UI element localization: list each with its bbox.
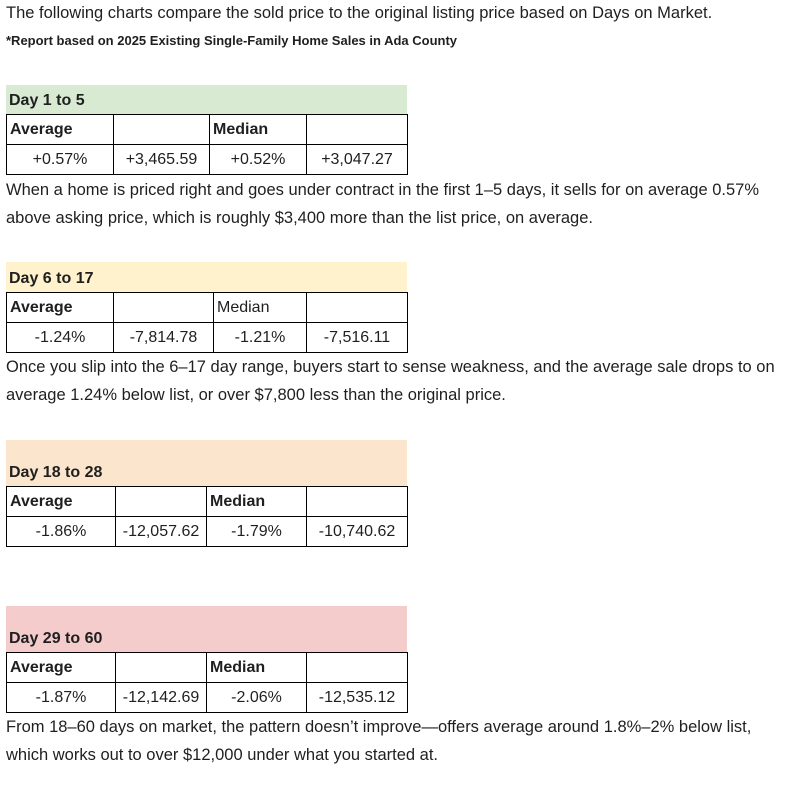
header-blank [307, 653, 408, 683]
average-percent: -1.87% [7, 683, 116, 713]
header-median: Median [214, 293, 307, 323]
header-blank [114, 115, 210, 145]
median-percent: -2.06% [207, 683, 307, 713]
average-percent: -1.86% [7, 517, 116, 547]
average-amount: -12,057.62 [116, 517, 207, 547]
median-amount: -10,740.62 [307, 517, 408, 547]
paragraph-day-6-17: Once you slip into the 6–17 day range, buyers start to sense weakness, and the average sale drops to on average 1.24% below list, or over $7,800 less than the original price. [6, 358, 775, 404]
median-amount: -12,535.12 [307, 683, 408, 713]
paragraph-day-1-5: When a home is priced right and goes under contract in the first 1–5 days, it sells for on average 0.57% above asking price, which is roughly $3,400 more than the list price, on average. [6, 181, 759, 227]
section-title-day-6-17: Day 6 to 17 [6, 262, 407, 292]
average-amount: -7,814.78 [114, 323, 214, 353]
median-percent: +0.52% [210, 145, 307, 175]
header-median: Median [210, 115, 307, 145]
section-title-day-1-5: Day 1 to 5 [6, 85, 407, 114]
header-blank [116, 653, 207, 683]
header-average: Average [7, 487, 116, 517]
header-average: Average [7, 293, 114, 323]
stats-table-day-29-60 [6, 652, 408, 713]
stats-table-day-18-28 [6, 486, 408, 547]
section-title-day-29-60: Day 29 to 60 [6, 606, 407, 652]
average-percent: -1.24% [7, 323, 114, 353]
paragraph-day-18-60: From 18–60 days on market, the pattern doesn’t improve—offers average around 1.8%–2% below list, which works out to over $12,000 under what you started at. [6, 718, 752, 764]
stats-table-day-6-17 [6, 292, 408, 353]
header-blank [307, 293, 408, 323]
median-amount: -7,516.11 [307, 323, 408, 353]
header-median: Median [207, 653, 307, 683]
header-blank [307, 115, 408, 145]
average-amount: +3,465.59 [114, 145, 210, 175]
header-average: Average [7, 653, 116, 683]
median-amount: +3,047.27 [307, 145, 408, 175]
report-note: *Report based on 2025 Existing Single-Family Home Sales in Ada County [6, 33, 458, 48]
median-percent: -1.79% [207, 517, 307, 547]
average-percent: +0.57% [7, 145, 114, 175]
stats-table-day-1-5 [6, 114, 408, 175]
header-median: Median [207, 487, 307, 517]
header-blank [114, 293, 214, 323]
header-blank [116, 487, 207, 517]
average-amount: -12,142.69 [116, 683, 207, 713]
section-title-day-18-28: Day 18 to 28 [6, 440, 407, 486]
header-average: Average [7, 115, 114, 145]
header-blank [307, 487, 408, 517]
intro-text: The following charts compare the sold price to the original listing price based on Days on Market. [6, 4, 713, 22]
median-percent: -1.21% [214, 323, 307, 353]
